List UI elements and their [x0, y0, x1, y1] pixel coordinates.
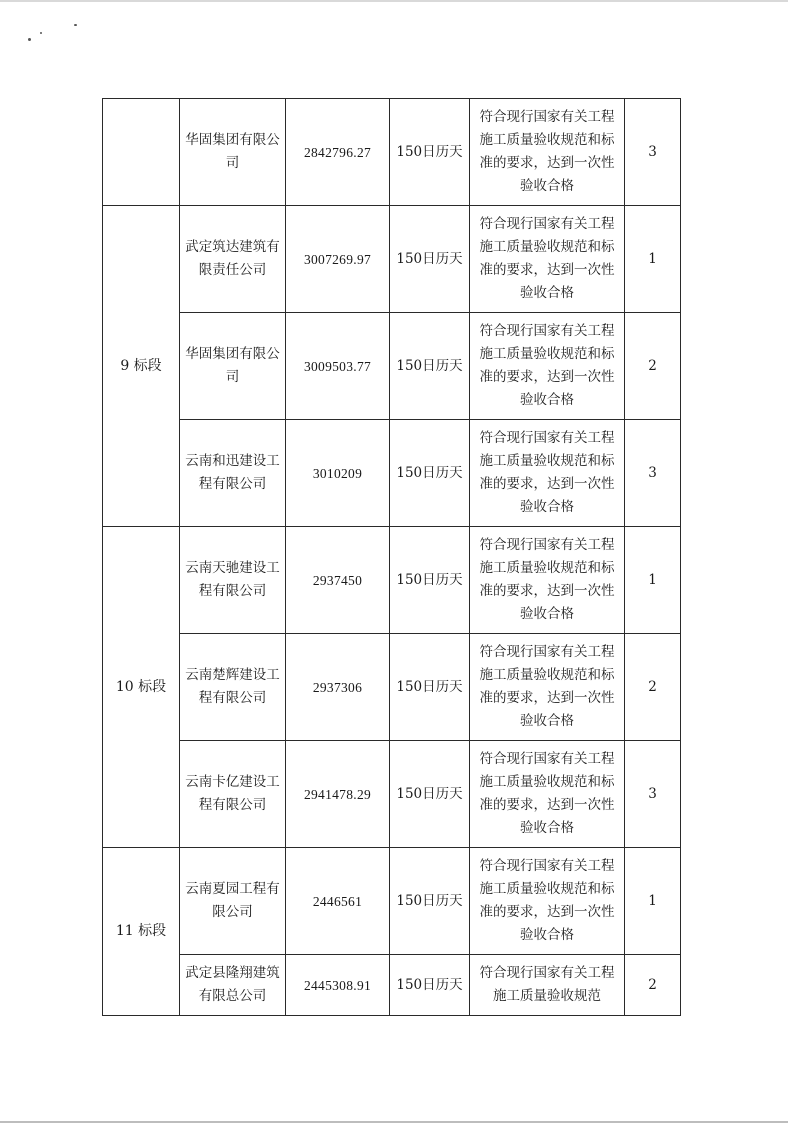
scan-top-edge: [0, 0, 788, 2]
rank-cell: 1: [625, 848, 681, 955]
company-cell: 云南卡亿建设工程有限公司: [180, 741, 286, 848]
quality-cell: 符合现行国家有关工程施工质量验收规范和标准的要求，达到一次性验收合格: [470, 848, 625, 955]
period-cell: 150日历天: [390, 420, 470, 527]
company-cell: 云南楚辉建设工程有限公司: [180, 634, 286, 741]
rank-cell: 1: [625, 527, 681, 634]
rank-cell: 1: [625, 206, 681, 313]
price-cell: 2445308.91: [286, 955, 390, 1016]
section-label-10: 10 标段: [103, 527, 180, 848]
price-cell: 2842796.27: [286, 99, 390, 206]
period-cell: 150日历天: [390, 313, 470, 420]
section-label-11: 11 标段: [103, 848, 180, 1016]
bid-results-table: [102, 98, 681, 1016]
quality-cell: 符合现行国家有关工程施工质量验收规范: [470, 955, 625, 1016]
scan-speck: [28, 38, 31, 41]
quality-cell: 符合现行国家有关工程施工质量验收规范和标准的要求，达到一次性验收合格: [470, 99, 625, 206]
table-row: [103, 848, 681, 955]
table-row: [103, 634, 681, 741]
company-cell: 华固集团有限公司: [180, 99, 286, 206]
quality-cell: 符合现行国家有关工程施工质量验收规范和标准的要求，达到一次性验收合格: [470, 313, 625, 420]
scan-speck: [40, 32, 42, 34]
company-cell: 云南和迅建设工程有限公司: [180, 420, 286, 527]
quality-cell: 符合现行国家有关工程施工质量验收规范和标准的要求，达到一次性验收合格: [470, 420, 625, 527]
rank-cell: 3: [625, 420, 681, 527]
table-row: [103, 206, 681, 313]
rank-cell: 2: [625, 313, 681, 420]
price-cell: 2937306: [286, 634, 390, 741]
period-cell: 150日历天: [390, 99, 470, 206]
section-label-9: 9 标段: [103, 206, 180, 527]
table-row: [103, 955, 681, 1016]
quality-cell: 符合现行国家有关工程施工质量验收规范和标准的要求，达到一次性验收合格: [470, 634, 625, 741]
company-cell: 云南天驰建设工程有限公司: [180, 527, 286, 634]
period-cell: 150日历天: [390, 955, 470, 1016]
quality-cell: 符合现行国家有关工程施工质量验收规范和标准的要求，达到一次性验收合格: [470, 741, 625, 848]
company-cell: 武定筑达建筑有限责任公司: [180, 206, 286, 313]
rank-cell: 2: [625, 634, 681, 741]
price-cell: 3009503.77: [286, 313, 390, 420]
price-cell: 2446561: [286, 848, 390, 955]
period-cell: 150日历天: [390, 206, 470, 313]
table-row: [103, 420, 681, 527]
rank-cell: 3: [625, 99, 681, 206]
table-row: [103, 99, 681, 206]
price-cell: 3010209: [286, 420, 390, 527]
quality-cell: 符合现行国家有关工程施工质量验收规范和标准的要求，达到一次性验收合格: [470, 527, 625, 634]
company-cell: 武定县隆翔建筑有限总公司: [180, 955, 286, 1016]
scan-speck: [74, 24, 77, 26]
price-cell: 2937450: [286, 527, 390, 634]
table-row: [103, 527, 681, 634]
company-cell: 云南夏园工程有限公司: [180, 848, 286, 955]
quality-cell: 符合现行国家有关工程施工质量验收规范和标准的要求，达到一次性验收合格: [470, 206, 625, 313]
table-row: [103, 741, 681, 848]
rank-cell: 3: [625, 741, 681, 848]
period-cell: 150日历天: [390, 634, 470, 741]
period-cell: 150日历天: [390, 848, 470, 955]
scan-bottom-edge: [0, 1121, 788, 1123]
period-cell: 150日历天: [390, 741, 470, 848]
period-cell: 150日历天: [390, 527, 470, 634]
table-row: [103, 313, 681, 420]
price-cell: 2941478.29: [286, 741, 390, 848]
section-cell-continued: [103, 99, 180, 206]
company-cell: 华固集团有限公司: [180, 313, 286, 420]
price-cell: 3007269.97: [286, 206, 390, 313]
rank-cell: 2: [625, 955, 681, 1016]
